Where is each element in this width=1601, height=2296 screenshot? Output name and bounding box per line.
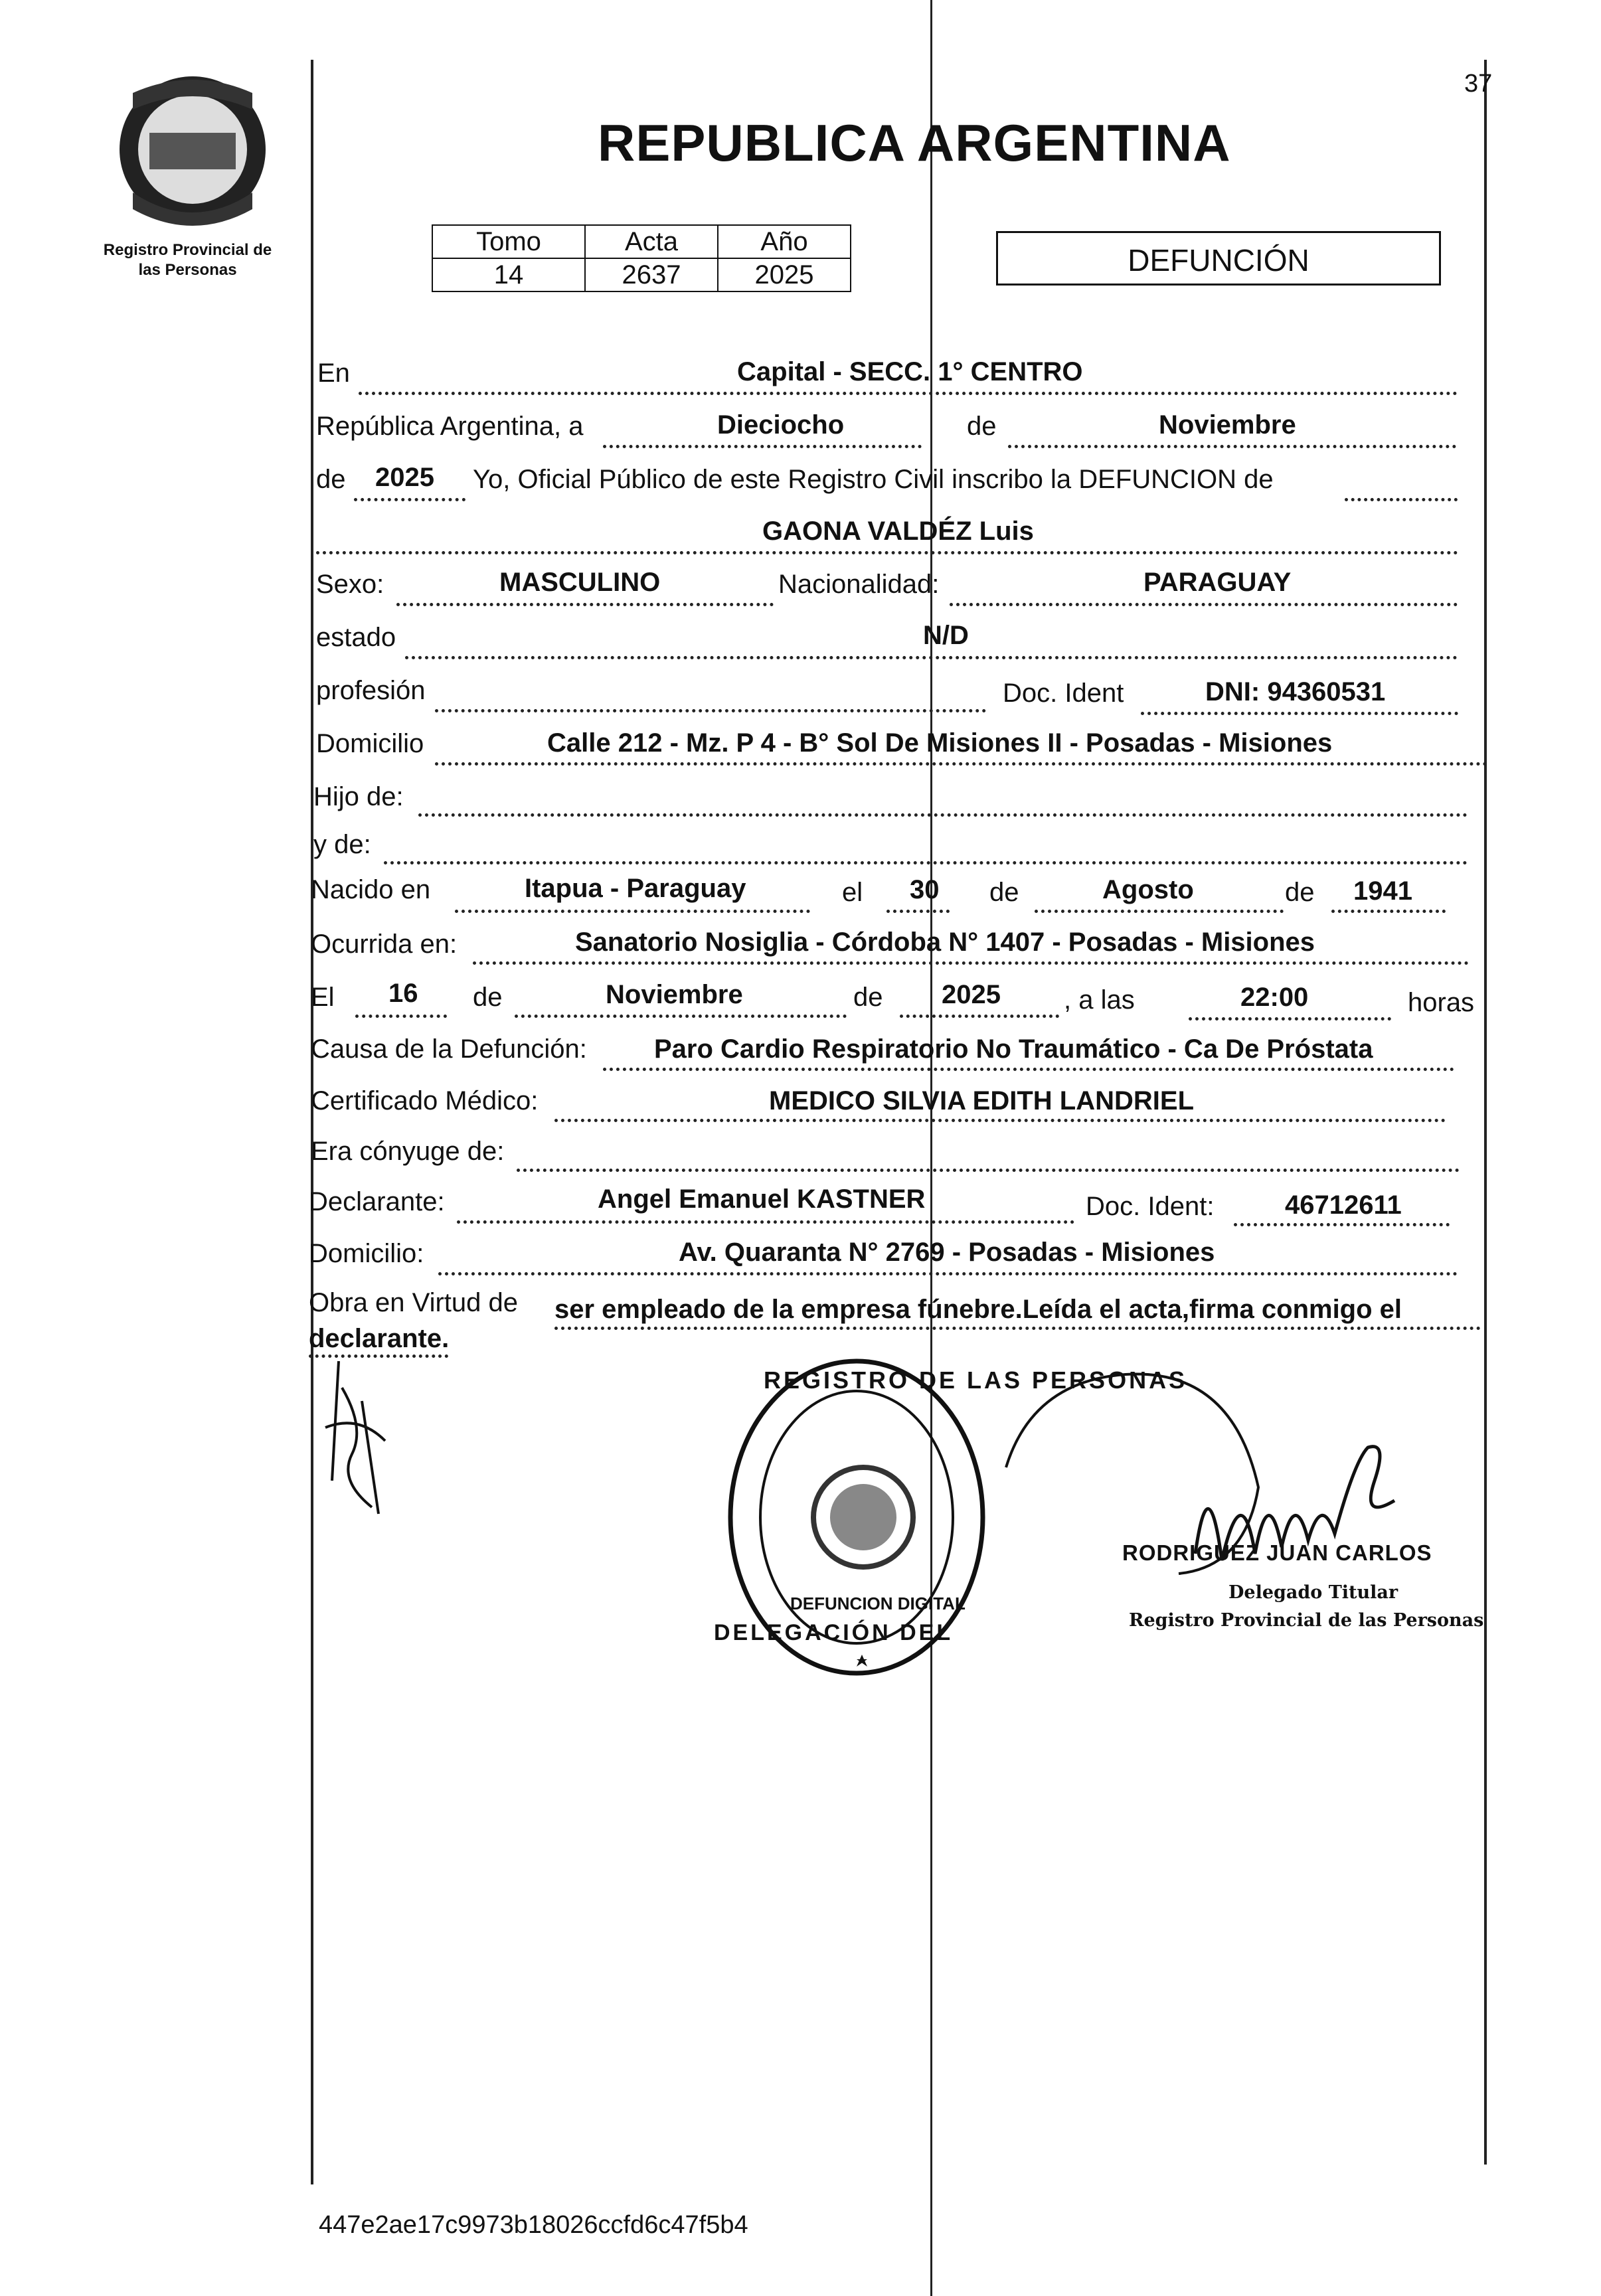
yde-dots	[384, 861, 1468, 864]
birth-de2-label: de	[1285, 878, 1315, 907]
en-label: En	[317, 359, 350, 388]
domicilio2-value: Av. Quaranta N° 2769 - Posadas - Misiones	[679, 1238, 1215, 1267]
document-hash: 447e2ae17c9973b18026ccfd6c47f5b4	[319, 2211, 748, 2239]
death-year-dots	[900, 1015, 1059, 1018]
nacido-label: Nacido en	[311, 875, 431, 904]
estado-label: estado	[316, 623, 396, 652]
death-day-dots	[355, 1015, 447, 1018]
nac-value: PARAGUAY	[1143, 568, 1292, 597]
stamp-text-inner: DEFUNCION DIGITAL	[790, 1594, 966, 1613]
birth-year-value: 1941	[1353, 876, 1412, 906]
death-day-value: 16	[388, 979, 418, 1008]
year-de-label: de	[316, 465, 346, 494]
estado-value: N/D	[923, 621, 969, 650]
docident-value: DNI: 94360531	[1205, 677, 1386, 706]
yde-label: y de:	[313, 830, 371, 859]
registry-caption-line2: las Personas	[138, 261, 237, 279]
causa-dots	[603, 1068, 1454, 1071]
docident2-value: 46712611	[1285, 1190, 1402, 1220]
birth-month-dots	[1035, 910, 1284, 913]
acta-header: Acta	[585, 225, 718, 258]
year-dots	[354, 498, 465, 501]
year-value: 2025	[375, 463, 434, 492]
tomo-value: 14	[432, 258, 585, 291]
docident2-dots	[1234, 1223, 1450, 1226]
province-seal-logo	[113, 66, 272, 236]
inscribo-dots	[1345, 498, 1458, 501]
cert-value: MEDICO SILVIA EDITH LANDRIEL	[769, 1086, 1194, 1115]
birth-de1-label: de	[989, 878, 1019, 907]
birth-month-value: Agosto	[1102, 875, 1194, 904]
domicilio2-label: Domicilio:	[309, 1239, 424, 1268]
ocurrida-label: Ocurrida en:	[311, 930, 458, 959]
day-value: Dieciocho	[717, 410, 845, 440]
sexo-label: Sexo:	[316, 570, 384, 599]
doc-type-box: DEFUNCIÓN	[996, 231, 1441, 286]
sexo-dots	[396, 603, 774, 606]
declarante-value: Angel Emanuel KASTNER	[598, 1185, 926, 1214]
death-month-dots	[515, 1015, 847, 1018]
official-registry: Registro Provincial de las Personas	[1129, 1610, 1484, 1631]
domicilio-value: Calle 212 - Mz. P 4 - B° Sol De Misiones II - Posadas - Misiones	[547, 728, 1333, 758]
obra-value-line1: ser empleado de la empresa fúnebre.Leída el acta,firma conmigo el	[554, 1295, 1402, 1324]
birth-day-dots	[886, 910, 950, 913]
death-time-value: 22:00	[1240, 983, 1309, 1012]
declarante-label: Declarante:	[309, 1187, 445, 1216]
page-number: 37	[1464, 70, 1493, 98]
center-fold-line	[930, 0, 932, 2296]
docident2-label: Doc. Ident:	[1086, 1192, 1215, 1221]
stamp-text-top: REGISTRO DE LAS PERSONAS	[764, 1366, 1188, 1394]
nacido-dots	[455, 910, 810, 913]
en-value: Capital - SECC. 1° CENTRO	[737, 357, 1083, 386]
official-role: Delegado Titular	[1228, 1582, 1398, 1603]
sexo-value: MASCULINO	[499, 568, 661, 597]
name-dots	[316, 551, 1458, 554]
declarant-signature	[312, 1348, 405, 1534]
domicilio-label: Domicilio	[316, 729, 424, 758]
birth-year-dots	[1331, 910, 1446, 913]
deceased-name: GAONA VALDÉZ Luis	[762, 517, 1034, 546]
right-margin-line	[1484, 60, 1487, 2165]
en-dots	[359, 392, 1458, 395]
docident-label: Doc. Ident	[1003, 679, 1124, 708]
profesion-label: profesión	[316, 676, 426, 705]
left-margin-line	[311, 60, 313, 2184]
domicilio-dots	[435, 762, 1487, 766]
declarante-dots	[457, 1220, 1074, 1224]
nac-label: Nacionalidad:	[778, 570, 940, 599]
death-month-value: Noviembre	[606, 980, 743, 1009]
official-name: RODRIGUEZ JUAN CARLOS	[1122, 1540, 1432, 1565]
ocurrida-dots	[473, 961, 1469, 965]
death-de1-label: de	[473, 983, 503, 1012]
conyuge-label: Era cónyuge de:	[311, 1137, 505, 1166]
rep-label: República Argentina, a	[316, 412, 584, 441]
obra-label: Obra en Virtud de	[309, 1288, 519, 1317]
birth-el-label: el	[842, 878, 863, 907]
anio-header: Año	[718, 225, 851, 258]
tomo-acta-table	[432, 224, 851, 292]
time-dots	[1189, 1017, 1391, 1021]
death-de2-label: de	[853, 983, 883, 1012]
death-el-label: El	[311, 983, 335, 1012]
cert-label: Certificado Médico:	[311, 1086, 539, 1115]
docident-dots	[1141, 712, 1458, 715]
inscribo-text: Yo, Oficial Público de este Registro Civil inscribo la DEFUNCION de	[473, 465, 1274, 494]
causa-label: Causa de la Defunción:	[311, 1034, 587, 1064]
estado-dots	[405, 656, 1458, 659]
day-dots	[603, 445, 922, 448]
hijo-label: Hijo de:	[313, 782, 404, 811]
obra-value-line2: declarante.	[309, 1324, 450, 1353]
acta-value: 2637	[585, 258, 718, 291]
domicilio2-dots	[438, 1272, 1458, 1275]
month-dots	[1008, 445, 1456, 448]
anio-value: 2025	[718, 258, 851, 291]
cert-dots	[554, 1119, 1446, 1122]
causa-value: Paro Cardio Respiratorio No Traumático - Ca De Próstata	[654, 1034, 1373, 1064]
nacido-value: Itapua - Paraguay	[525, 874, 746, 903]
hijo-dots	[418, 813, 1468, 817]
registry-caption	[73, 240, 302, 280]
month-value: Noviembre	[1159, 410, 1296, 440]
month-de-label: de	[967, 412, 997, 441]
horas-label: horas	[1408, 988, 1475, 1017]
profesion-dots	[435, 709, 986, 712]
obra-dots	[554, 1327, 1481, 1330]
ocurrida-value: Sanatorio Nosiglia - Córdoba N° 1407 - Posadas - Misiones	[575, 928, 1315, 957]
tomo-header: Tomo	[432, 225, 585, 258]
nac-dots	[950, 603, 1458, 606]
birth-day-value: 30	[910, 875, 940, 904]
conyuge-dots	[517, 1169, 1460, 1172]
alas-label: , a las	[1064, 985, 1135, 1015]
registry-caption-line1: Registro Provincial de	[103, 241, 272, 259]
stamp-text-bottom: DELEGACIÓN DEL	[714, 1620, 954, 1645]
death-year-value: 2025	[942, 980, 1001, 1009]
document-title: REPUBLICA ARGENTINA	[598, 114, 1231, 172]
